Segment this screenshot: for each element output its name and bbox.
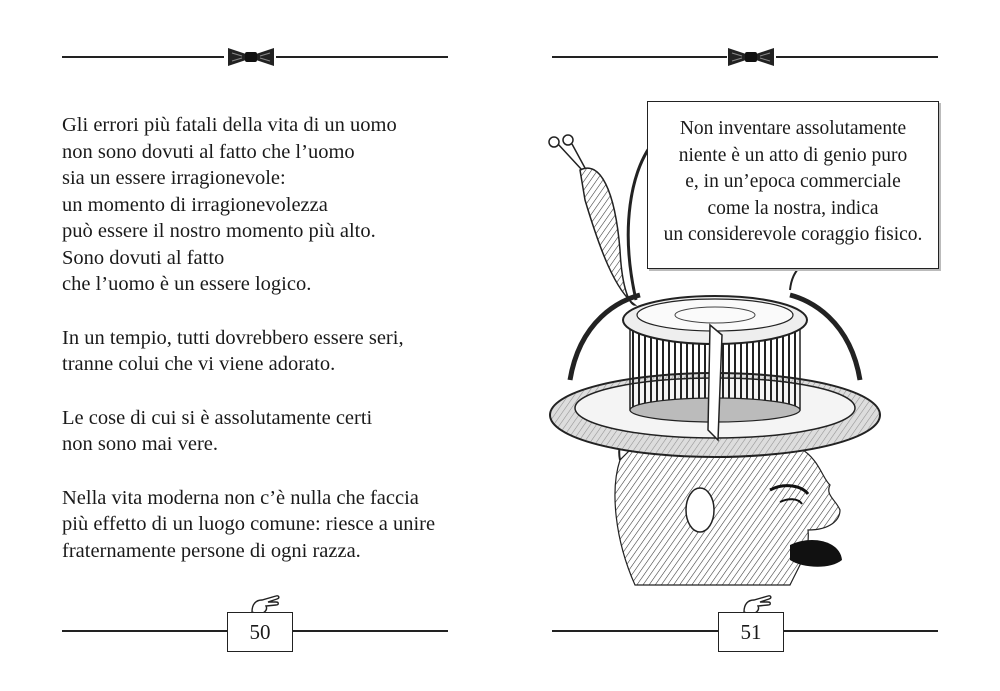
- poem-line: che l’uomo è un essere logico.: [62, 273, 312, 295]
- quote-line: un considerevole coraggio fisico.: [663, 224, 923, 245]
- poem-line: Gli errori più fatali della vita di un uomo: [62, 114, 397, 136]
- header-rule-right: [776, 56, 938, 58]
- poem-line: Le cose di cui si è assolutamente certi: [62, 406, 373, 429]
- poem-line: In un tempio, tutti dovrebbero essere seri,: [62, 326, 404, 349]
- footer-rule-right: [782, 630, 938, 632]
- footer-rule-left: [62, 630, 227, 632]
- poem-line: non sono dovuti al fatto che l’uomo: [62, 140, 355, 163]
- poem-stanza: [62, 485, 462, 565]
- right-page: [500, 0, 1000, 691]
- poem-line: può essere il nostro momento più alto.: [62, 220, 376, 242]
- quote-line: come la nostra, indica: [707, 197, 879, 219]
- poem-stanza: [62, 405, 462, 458]
- quote-text: [648, 102, 938, 249]
- poem-line: non sono mai vere.: [62, 433, 218, 455]
- poem-line: tranne colui che vi viene adorato.: [62, 353, 336, 375]
- poem-line: fraternamente persone di ogni razza.: [62, 539, 361, 562]
- quote-box: [647, 101, 939, 269]
- poem-line: sia un essere irragionevole:: [62, 167, 286, 189]
- poem-line: Nella vita moderna non c’è nulla che faccia: [62, 486, 419, 509]
- bow-tie-icon: [226, 44, 276, 70]
- footer-rule-right: [291, 630, 448, 632]
- page-number-left: 50: [227, 612, 293, 652]
- header-rule-right: [276, 56, 448, 58]
- poem-stanza: [62, 325, 462, 378]
- footer-rule-left: [552, 630, 718, 632]
- quote-line: niente è un atto di genio puro: [678, 144, 908, 166]
- page-number-right: 51: [718, 612, 784, 652]
- header-rule-left: [62, 56, 224, 58]
- quote-line: Non inventare assolutamente: [679, 118, 907, 139]
- quote-line: e, in un’epoca commerciale: [685, 171, 901, 192]
- poem-line: più effetto di un luogo comune: riesce a unire: [62, 513, 436, 535]
- bow-tie-icon: [726, 44, 776, 70]
- poem-line: un momento di irragionevolezza: [62, 193, 328, 216]
- header-rule-left: [552, 56, 727, 58]
- poem-text: [62, 112, 462, 591]
- poem-stanza: [62, 112, 462, 298]
- poem-line: Sono dovuti al fatto: [62, 246, 225, 269]
